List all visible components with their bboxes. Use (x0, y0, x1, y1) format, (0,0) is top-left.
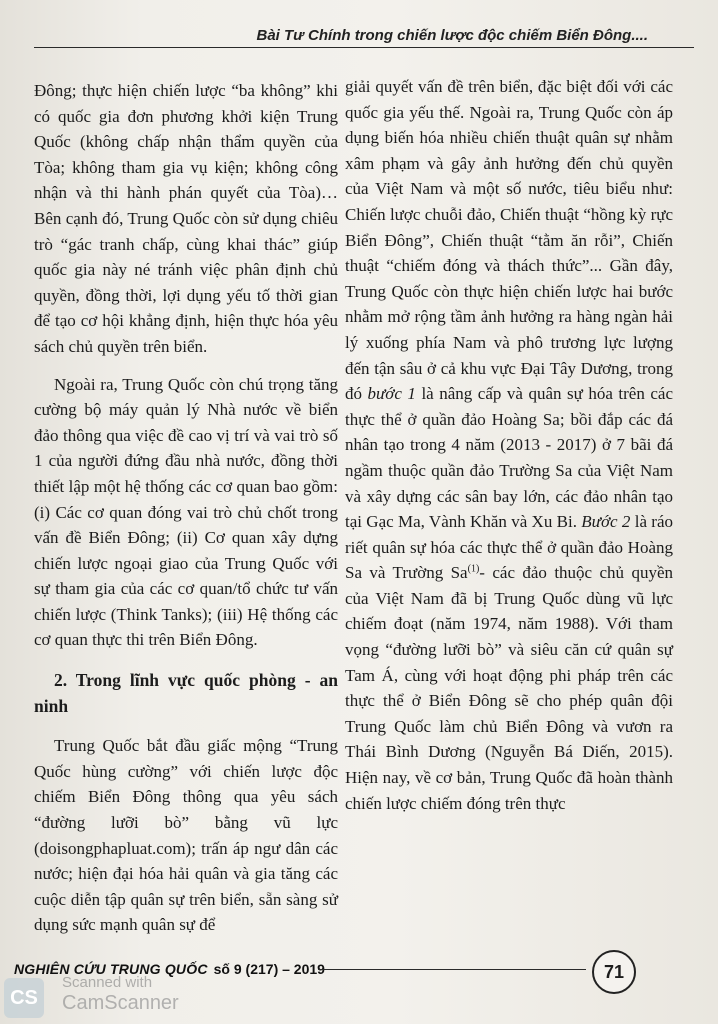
header-divider (34, 47, 694, 48)
text-run: là nâng cấp và quân sự hóa trên các thực thể ở quần đảo Hoàng Sa; bồi đắp các đá nhân tạo trong 4 năm (2013 - 2017) ở 7 bãi đá ngầm thuộc quần đảo Trường Sa của Việt Nam và xây dựng các sân bay lớn, các đảo nhân tạo tại Gạc Ma, Vành Khăn và Xu Bi. (345, 384, 673, 532)
paragraph-continued: Đông; thực hiện chiến lược “ba không” khi có quốc gia đơn phương khởi kiện Trung Quốc (không chấp nhận thẩm quyền của Tòa; không tham gia vụ kiện; không công nhận và thi hành phán quyết của Tòa)… Bên cạnh đó, Trung Quốc còn sử dụng chiêu trò “gác tranh chấp, cùng khai thác” giúp quốc gia này né tránh việc phân định chủ quyền, đồng thời, lợi dụng yếu tố thời gian để tạo cơ hội khẳng định, hiện thực hóa yêu sách chủ quyền trên biển. (34, 81, 338, 356)
text-run: là ráo riết quân sự hóa các thực thể ở quần đảo Hoàng Sa và Trường Sa (345, 512, 674, 583)
text-run: giải quyết vấn đề trên biển, đặc biệt đối với các quốc gia yếu thế. Ngoài ra, Trung Quốc còn áp dụng biến hóa nhiều chiến thuật quân sự nhằm xâm phạm và gây ảnh hưởng đến chủ quyền của Việt Nam và một số nước, tiêu biểu như: Chiến lược chuỗi đảo, Chiến thuật “hồng kỳ rực Biển Đông”, Chiến thuật “tằm ăn rỗi”, Chiến thuật “chiếm đóng và thách thức”... Gần đây, Trung Quốc còn thực hiện chiến lược hai bước nhằm mở rộng tầm ảnh hưởng ra hàng ngàn hải lý xuống phía Nam và phô trương lực lượng đến tận sâu ở cả khu vực Đại Tây Dương, trong đó (345, 77, 673, 404)
watermark-line-2: CamScanner (62, 992, 179, 1014)
step-2-label: Bước 2 (581, 512, 631, 532)
paragraph-state-management: Ngoài ra, Trung Quốc còn chú trọng tăng cường bộ máy quản lý Nhà nước về biển đảo thông qua việc đề cao vị trí và vai trò số 1 của người đứng đầu nhà nước, đồng thời thiết lập một hệ thống các cơ quan bao gồm: (i) Các cơ quan đóng vai trò chủ chốt trong vấn đề Biển Đông; (ii) Cơ quan xây dựng chiến lược ngoại giao của Trung Quốc với sự tham gia của các cơ quan/tổ chức tư vấn chiến lược (Think Tanks); (iii) Hệ thống các cơ quan thực thi trên Biển Đông. (34, 374, 338, 650)
watermark-line-1: Scanned with (62, 974, 153, 991)
text-run: - các đảo thuộc chủ quyền của Việt Nam đã bị Trung Quốc dùng vũ lực chiếm đoạt (năm 1974, năm 1988). Với tham vọng “đường lưỡi bò” và siêu căn cứ quân sự Tam Á, cùng với hoạt động phi pháp trên các thực thể ở Biển Đông sẽ cho phép quân đội Trung Quốc làm chủ Biển Đông và vươn ra Thái Bình Dương (Nguyễn Bá Diến, 2015). Hiện nay, về cơ bản, Trung Quốc đã hoàn thành chiến lược chiếm đóng trên thực (345, 563, 674, 813)
paragraph-defense: Trung Quốc bắt đầu giấc mộng “Trung Quốc hùng cường” với chiến lược độc chiếm Biển Đông thông qua yêu sách “đường lưỡi bò” bằng vũ lực (doisongphapluat.com); trấn áp ngư dân các nước; hiện đại hóa hải quân và gia tăng các cuộc diễn tập quân sự trên biển, sẵn sàng sử dụng sức mạnh quân sự để (34, 736, 338, 935)
journal-name: NGHIÊN CỨU TRUNG QUỐC (14, 961, 208, 977)
running-header-title: Bài Tư Chính trong chiến lược độc chiếm Biển Đông.... (256, 27, 648, 44)
right-text-column (345, 74, 673, 816)
footnote-reference: (1) (467, 563, 480, 575)
step-1-label: bước 1 (367, 384, 416, 404)
section-heading-defense: 2. Trong lĩnh vực quốc phòng - an ninh (34, 670, 338, 716)
page-number-badge: 71 (592, 950, 636, 994)
camscanner-logo-icon: CS (4, 978, 44, 1018)
left-text-column (34, 78, 338, 938)
footer-divider (318, 969, 586, 970)
paragraph-military-strategy (345, 74, 673, 816)
journal-issue: số 9 (217) – 2019 (213, 961, 325, 977)
camscanner-watermark (4, 972, 234, 1024)
